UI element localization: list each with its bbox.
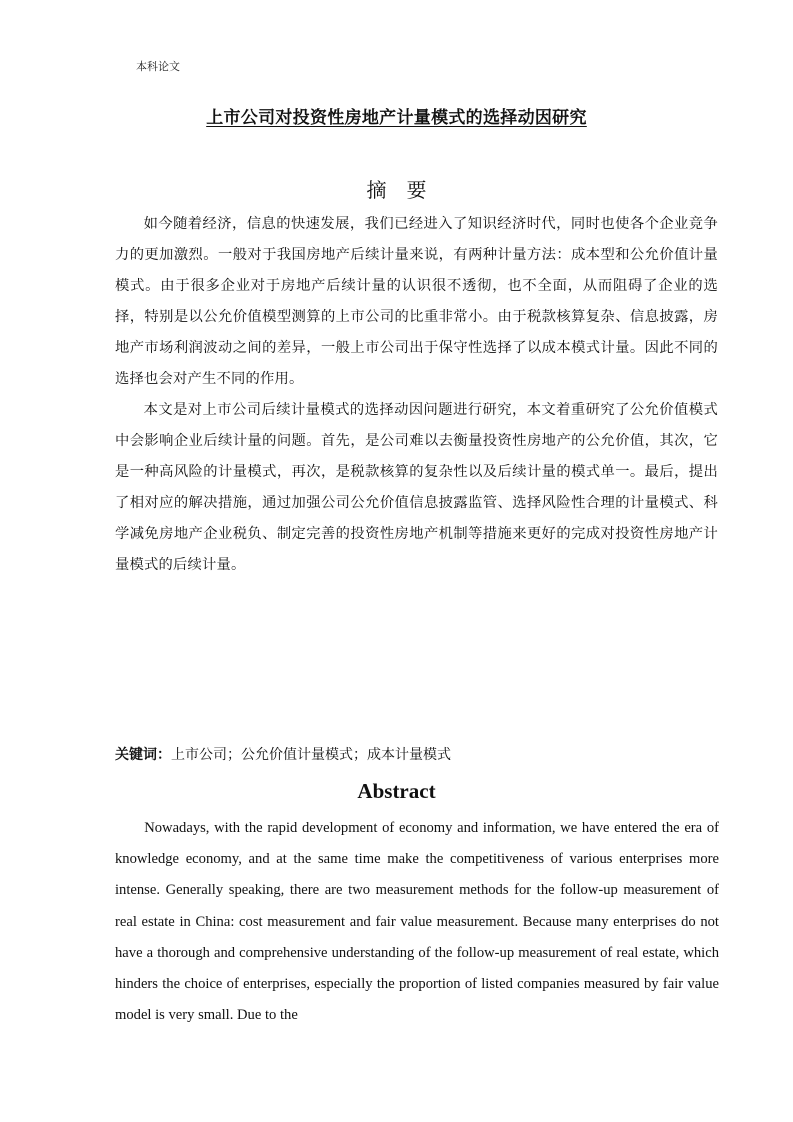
keywords-label: 关键词： xyxy=(115,747,171,763)
paper-title-text: 上市公司对投资性房地产计量模式的选择动因研究 xyxy=(206,108,587,128)
abstract-en-paragraph: Nowadays, with the rapid development of economy and information, we have entered the era of knowledge economy, and at the same time make the competitiveness of various enterprises more intense. Generally speaking, there are two measurement methods for the follow-up measurement of real estate in China: cost measurement and fair value measurement. Because many enterprises do not have a thorough and comprehensive understanding of the follow-up measurement of real estate, which hinders the choice of enterprises, especially the proportion of listed companies measured by fair value model is very small. Due to the xyxy=(115,820,719,1024)
keywords-text: 上市公司；公允价值计量模式；成本计量模式 xyxy=(171,747,451,763)
paper-title xyxy=(0,103,793,128)
abstract-cn-paragraph-2: 本文是对上市公司后续计量模式的选择动因问题进行研究，本文着重研究了公允价值模式中会影响企业后续计量的问题。首先，是公司难以去衡量投资性房地产的公允价值，其次，它是一种高风险的计量模式，再次，是税款核算的复杂性以及后续计量的模式单一。最后，提出了相对应的解决措施，通过加强公司公允价值信息披露监管、选择风险性合理的计量模式、科学减免房地产企业税负、制定完善的投资性房地产机制等措施来更好的完成对投资性房地产计量模式的后续计量。 xyxy=(115,402,718,573)
abstract-cn-paragraph-1: 如今随着经济，信息的快速发展，我们已经进入了知识经济时代，同时也使各个企业竞争力的更加激烈。一般对于我国房地产后续计量来说，有两种计量方法：成本型和公允价值计量模式。由于很多企业对于房地产后续计量的认识很不透彻，也不全面，从而阻碍了企业的选择，特别是以公允价值模型测算的上市公司的比重非常小。由于税款核算复杂、信息披露，房地产市场利润波动之间的差异，一般上市公司出于保守性选择了以成本模式计量。因此不同的选择也会对产生不同的作用。 xyxy=(115,216,718,387)
keywords-line xyxy=(115,744,451,764)
abstract-en-heading: Abstract xyxy=(357,779,436,803)
header-label: 本科论文 xyxy=(136,60,180,73)
abstract-cn-heading: 摘 要 xyxy=(366,178,427,202)
